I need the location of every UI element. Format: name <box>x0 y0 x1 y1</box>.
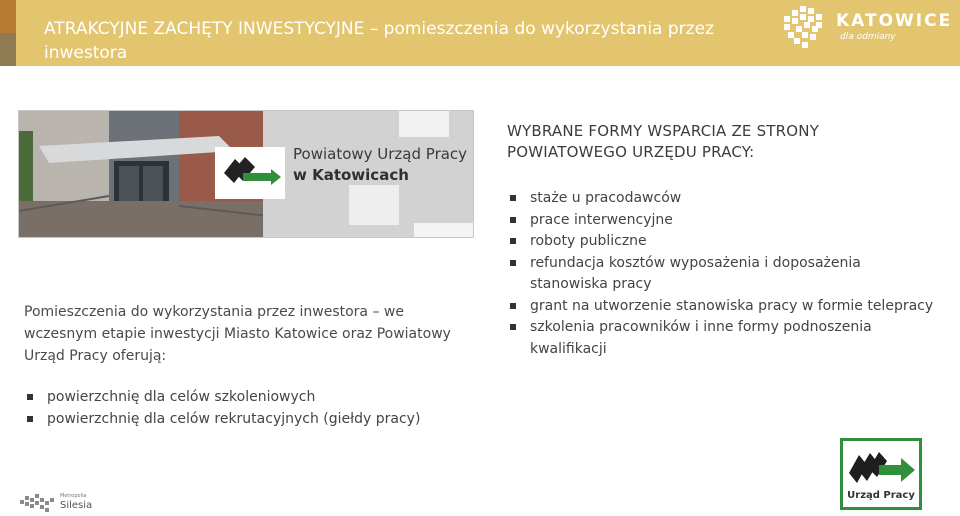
silesia-word: Silesia <box>60 500 93 511</box>
header-accent-square <box>0 0 16 33</box>
list-item: grant na utworzenie stanowiska pracy w formie telepracy <box>507 296 939 318</box>
silesia-small-text: Metropolia <box>60 493 87 499</box>
metropolia-silesia-logo <box>20 492 100 514</box>
katowice-logo <box>782 6 953 52</box>
urzad-pracy-emblem-icon <box>843 443 919 491</box>
katowice-emblem-icon <box>782 6 830 50</box>
list-item: refundacja kosztów wyposażenia i doposażenia stanowiska pracy <box>507 253 939 296</box>
list-item: staże u pracodawców <box>507 188 939 210</box>
urzad-pracy-logo <box>840 438 922 510</box>
support-forms-heading: WYBRANE FORMY WSPARCIA ZE STRONY POWIATOWEGO URZĘDU PRACY: <box>507 122 820 161</box>
intro-paragraph: Pomieszczenia do wykorzystania przez inwestora – we wczesnym etapie inwestycji Miasto Katowice oraz Powiatowy Urząd Pracy oferują: <box>24 304 451 364</box>
urzad-pracy-label: Urząd Pracy <box>847 490 915 501</box>
list-item: roboty publiczne <box>507 231 939 253</box>
katowice-logo-tagline: dla odmiany <box>840 32 896 42</box>
support-forms-list <box>507 188 939 360</box>
katowice-logo-word: KATOWICE <box>836 11 953 31</box>
sign-line-1: Powiatowy Urząd Pracy <box>293 145 468 163</box>
left-bullet-list <box>24 387 454 430</box>
list-item: prace interwencyjne <box>507 210 939 232</box>
silesia-mosaic-icon <box>20 492 56 514</box>
list-item: powierzchnię dla celów rekrutacyjnych (giełdy pracy) <box>24 409 454 431</box>
list-item: powierzchnię dla celów szkoleniowych <box>24 387 454 409</box>
header-accent-square-lower <box>0 33 16 66</box>
sign-line-2: w Katowicach <box>293 166 409 184</box>
office-building-photo <box>18 110 474 238</box>
slide-title: ATRAKCYJNE ZACHĘTY INWESTYCYJNE – pomieszczenia do wykorzystania przez inwestora <box>44 19 714 63</box>
list-item: szkolenia pracowników i inne formy podnoszenia kwalifikacji <box>507 317 939 360</box>
header-band <box>0 0 960 66</box>
